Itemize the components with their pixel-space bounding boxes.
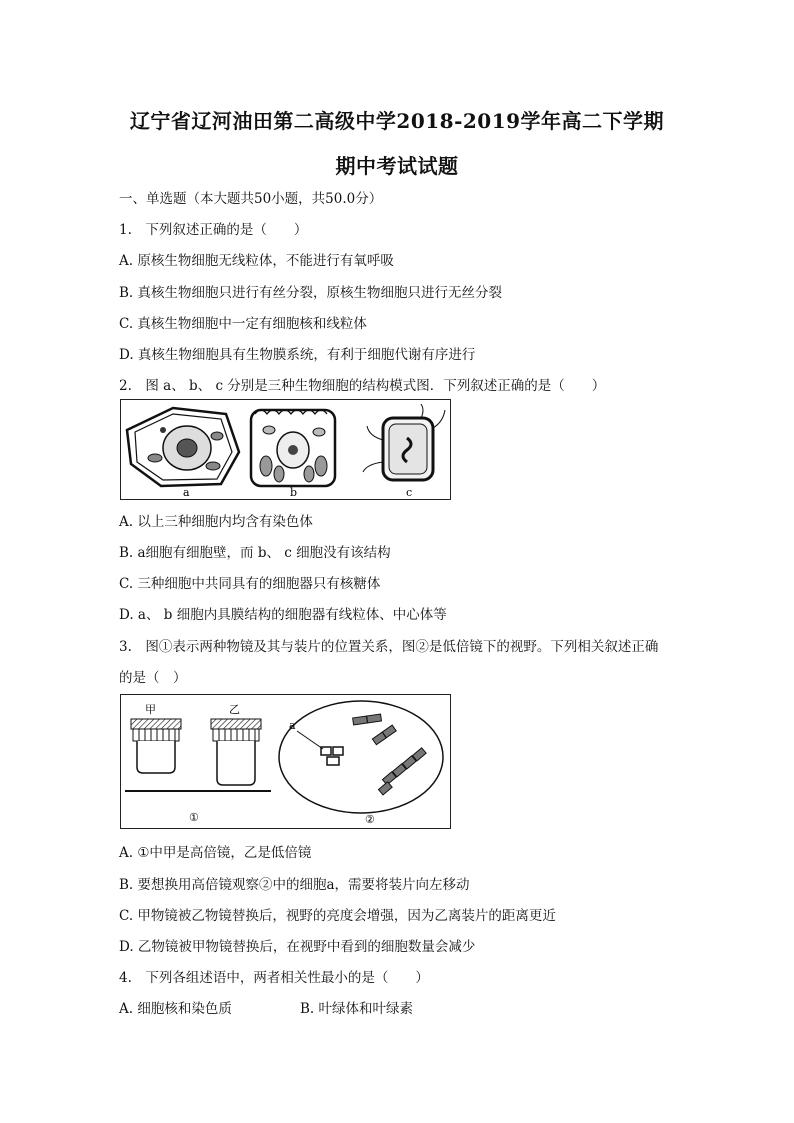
q1-stem: 1. 下列叙述正确的是（ ） bbox=[119, 222, 308, 238]
q2-stem: 2. 图 a、 b、 c 分别是三种生物细胞的结构模式图．下列叙述正确的是（ ） bbox=[119, 378, 606, 394]
q4-stem: 4. 下列各组述语中，两者相关性最小的是（ ） bbox=[119, 970, 429, 986]
objective-label-yi: 乙 bbox=[229, 703, 240, 716]
q3-option-c: C. 甲物镜被乙物镜替换后，视野的亮度会增强，因为乙离装片的距离更近 bbox=[119, 908, 556, 924]
figure-label-c: c bbox=[406, 486, 413, 499]
q3-microscope-figure bbox=[120, 694, 451, 829]
figure-label-circle-2: ② bbox=[365, 813, 375, 826]
q1-option-a: A. 原核生物细胞无线粒体，不能进行有氧呼吸 bbox=[119, 253, 394, 269]
figure-label-b: b bbox=[290, 486, 298, 499]
q3-stem-line-1: 3. 图①表示两种物镜及其与装片的位置关系，图②是低倍镜下的视野。下列相关叙述正确 bbox=[119, 639, 659, 655]
cell-a-label: a bbox=[289, 719, 296, 732]
exam-title-line-1: 辽宁省辽河油田第二高级中学2018-2019学年高二下学期 bbox=[129, 109, 665, 133]
q2-option-b: B. a细胞有细胞壁，而 b、 c 细胞没有该结构 bbox=[119, 545, 391, 561]
q1-option-b: B. 真核生物细胞只进行有丝分裂，原核生物细胞只进行无丝分裂 bbox=[119, 285, 503, 301]
section-heading: 一、单选题（本大题共50小题，共50.0分） bbox=[119, 191, 383, 207]
q3-option-d: D. 乙物镜被甲物镜替换后，在视野中看到的细胞数量会减少 bbox=[119, 939, 476, 955]
q2-cell-figure bbox=[120, 399, 451, 500]
figure-label-a: a bbox=[183, 486, 190, 499]
q2-option-a: A. 以上三种细胞内均含有染色体 bbox=[119, 514, 313, 530]
microscope-diagram-illustration bbox=[121, 695, 450, 828]
cell-diagram-illustration bbox=[121, 400, 450, 499]
q3-stem-line-2: 的是（ ） bbox=[119, 670, 187, 686]
q4-option-b: B. 叶绿体和叶绿素 bbox=[300, 1001, 414, 1017]
q2-option-d: D. a、 b 细胞内具膜结构的细胞器有线粒体、中心体等 bbox=[119, 607, 447, 623]
q3-option-a: A. ①中甲是高倍镜，乙是低倍镜 bbox=[119, 845, 312, 861]
q2-option-c: C. 三种细胞中共同具有的细胞器只有核糖体 bbox=[119, 576, 381, 592]
exam-title-line-2: 期中考试试题 bbox=[335, 154, 459, 178]
q3-option-b: B. 要想换用高倍镜观察②中的细胞a，需要将装片向左移动 bbox=[119, 877, 470, 893]
objective-label-jia: 甲 bbox=[145, 703, 156, 716]
figure-label-circle-1: ① bbox=[189, 811, 199, 824]
q4-option-a: A. 细胞核和染色质 bbox=[119, 1001, 232, 1017]
q1-option-d: D. 真核生物细胞具有生物膜系统，有利于细胞代谢有序进行 bbox=[119, 347, 476, 363]
q1-option-c: C. 真核生物细胞中一定有细胞核和线粒体 bbox=[119, 316, 367, 332]
